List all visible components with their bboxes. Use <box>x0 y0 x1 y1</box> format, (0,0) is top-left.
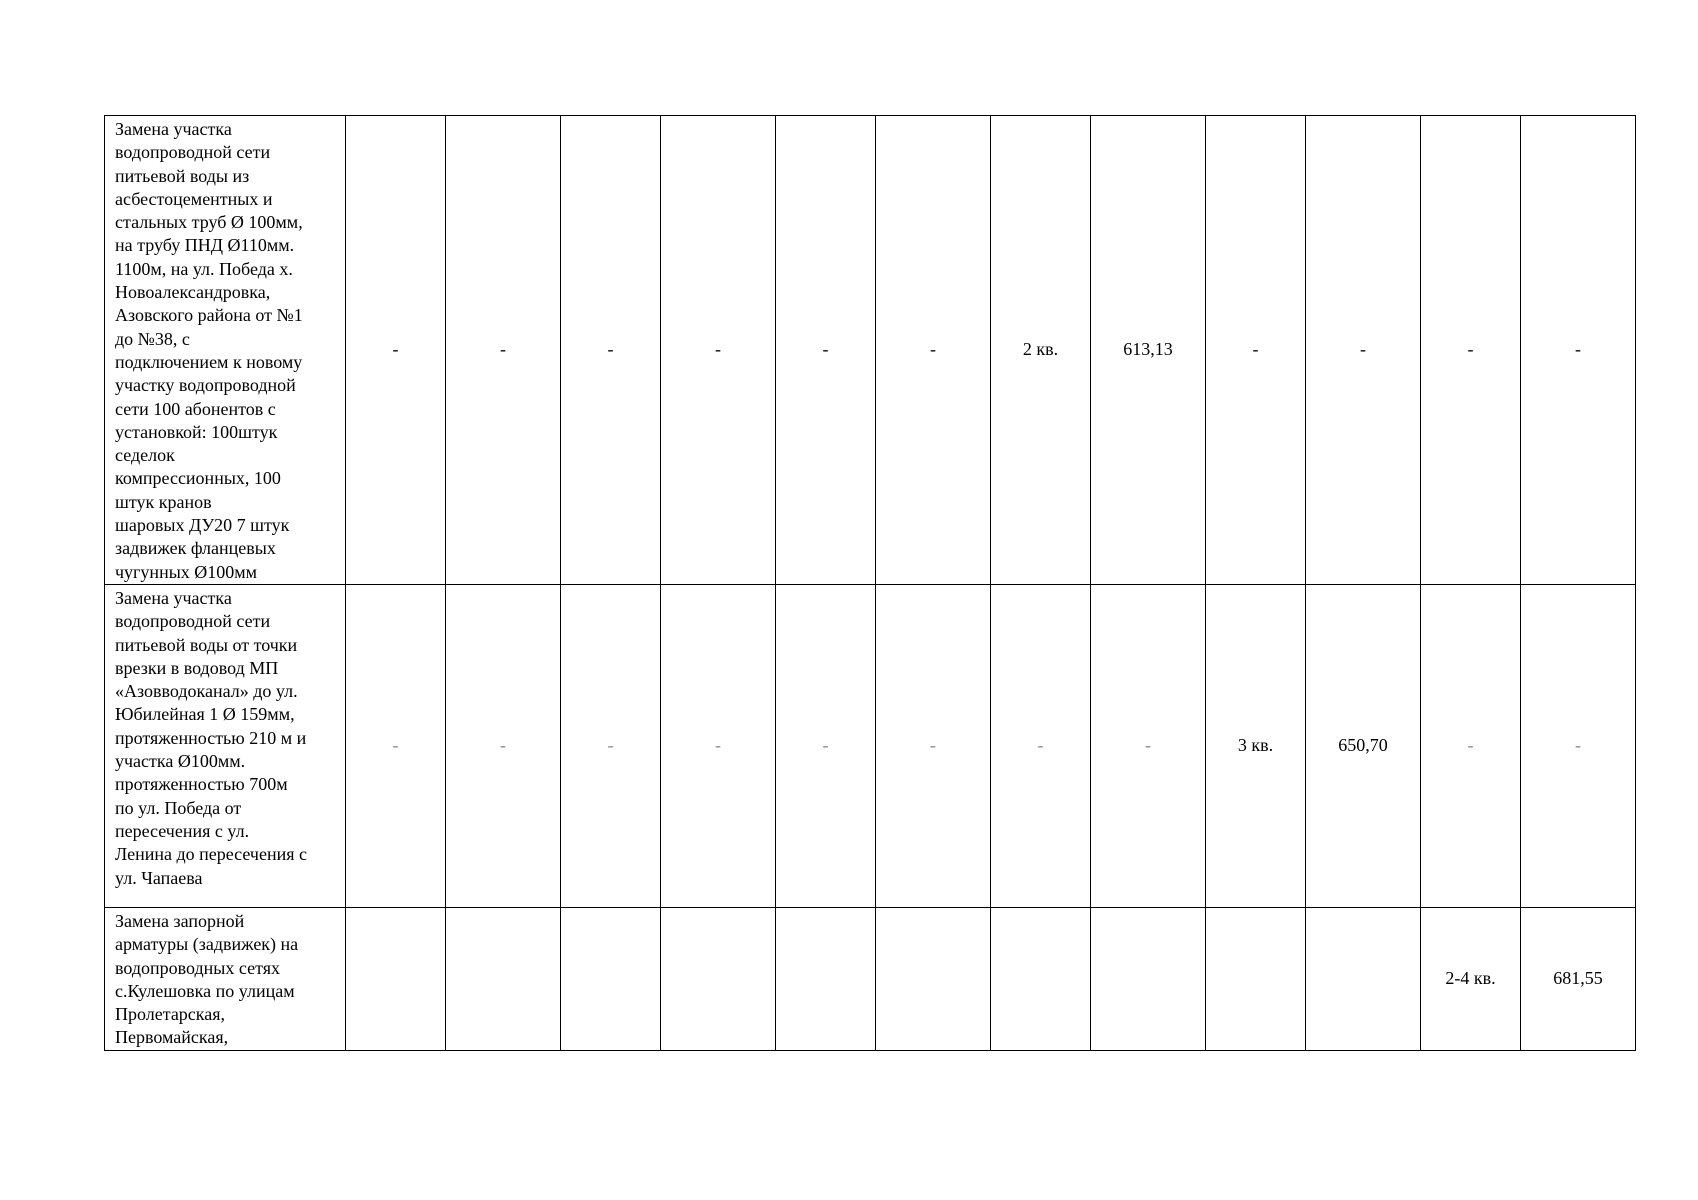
table-cell: - <box>446 116 561 585</box>
table-cell: - <box>776 116 876 585</box>
table-cell <box>1206 908 1306 1051</box>
work-description: Замена участка водопроводной сети питьевой воды от точки врезки в водовод МП «Азовводоканал» до ул. Юбилейная 1 Ø 159мм, протяженностью 210 м и участка Ø100мм. протяженностью 700м по ул. Победа от пересечения с ул. Ленина до пересечения с ул. Чапаева <box>115 588 308 888</box>
table-row <box>105 908 1636 1051</box>
table-cell: - <box>661 585 776 908</box>
table-cell <box>1306 908 1421 1051</box>
work-description: Замена участка водопроводной сети питьевой воды из асбестоцементных и стальных труб Ø 100мм, на трубу ПНД Ø110мм. 1100м, на ул. Победа х. Новоалександровка, Азовского района от №1 до №38, с подключением к новому участку водопроводной сети 100 абонентов с установкой: 100штук седелок компрессионных, 100 штук кранов шаровых ДУ20 7 штук задвижек фланцевых чугунных Ø100мм <box>115 119 303 582</box>
table-cell <box>776 908 876 1051</box>
work-description-cell <box>105 908 346 1051</box>
work-description: Замена запорной арматуры (задвижек) на водопроводных сетях с.Кулешовка по улицам Пролетарская, Первомайская, <box>115 911 299 1048</box>
table-cell: - <box>1421 585 1521 908</box>
table-cell: - <box>1091 585 1206 908</box>
table-cell: - <box>661 116 776 585</box>
table-cell: 681,55 <box>1521 908 1636 1051</box>
table-cell <box>346 908 446 1051</box>
table-cell: - <box>776 585 876 908</box>
table-cell: - <box>1521 585 1636 908</box>
table-cell: - <box>1521 116 1636 585</box>
work-description-cell <box>105 585 346 908</box>
table-cell: - <box>346 585 446 908</box>
table-cell <box>661 908 776 1051</box>
table-cell <box>1091 908 1206 1051</box>
work-description-cell <box>105 116 346 585</box>
table-cell: 613,13 <box>1091 116 1206 585</box>
table-cell: - <box>346 116 446 585</box>
table-cell: 2-4 кв. <box>1421 908 1521 1051</box>
table-cell <box>876 908 991 1051</box>
table-row <box>105 116 1636 585</box>
table-cell: - <box>561 116 661 585</box>
table-cell <box>561 908 661 1051</box>
table-cell: - <box>446 585 561 908</box>
works-table <box>104 115 1636 1051</box>
table-cell: - <box>561 585 661 908</box>
table-cell: 2 кв. <box>991 116 1091 585</box>
table-cell <box>991 908 1091 1051</box>
table-cell: - <box>876 116 991 585</box>
table-cell: - <box>1206 116 1306 585</box>
table-cell: - <box>1306 116 1421 585</box>
table-cell: 650,70 <box>1306 585 1421 908</box>
table-row <box>105 585 1636 908</box>
table-cell: - <box>876 585 991 908</box>
table-cell: - <box>1421 116 1521 585</box>
table-cell: 3 кв. <box>1206 585 1306 908</box>
table-cell: - <box>991 585 1091 908</box>
table-cell <box>446 908 561 1051</box>
